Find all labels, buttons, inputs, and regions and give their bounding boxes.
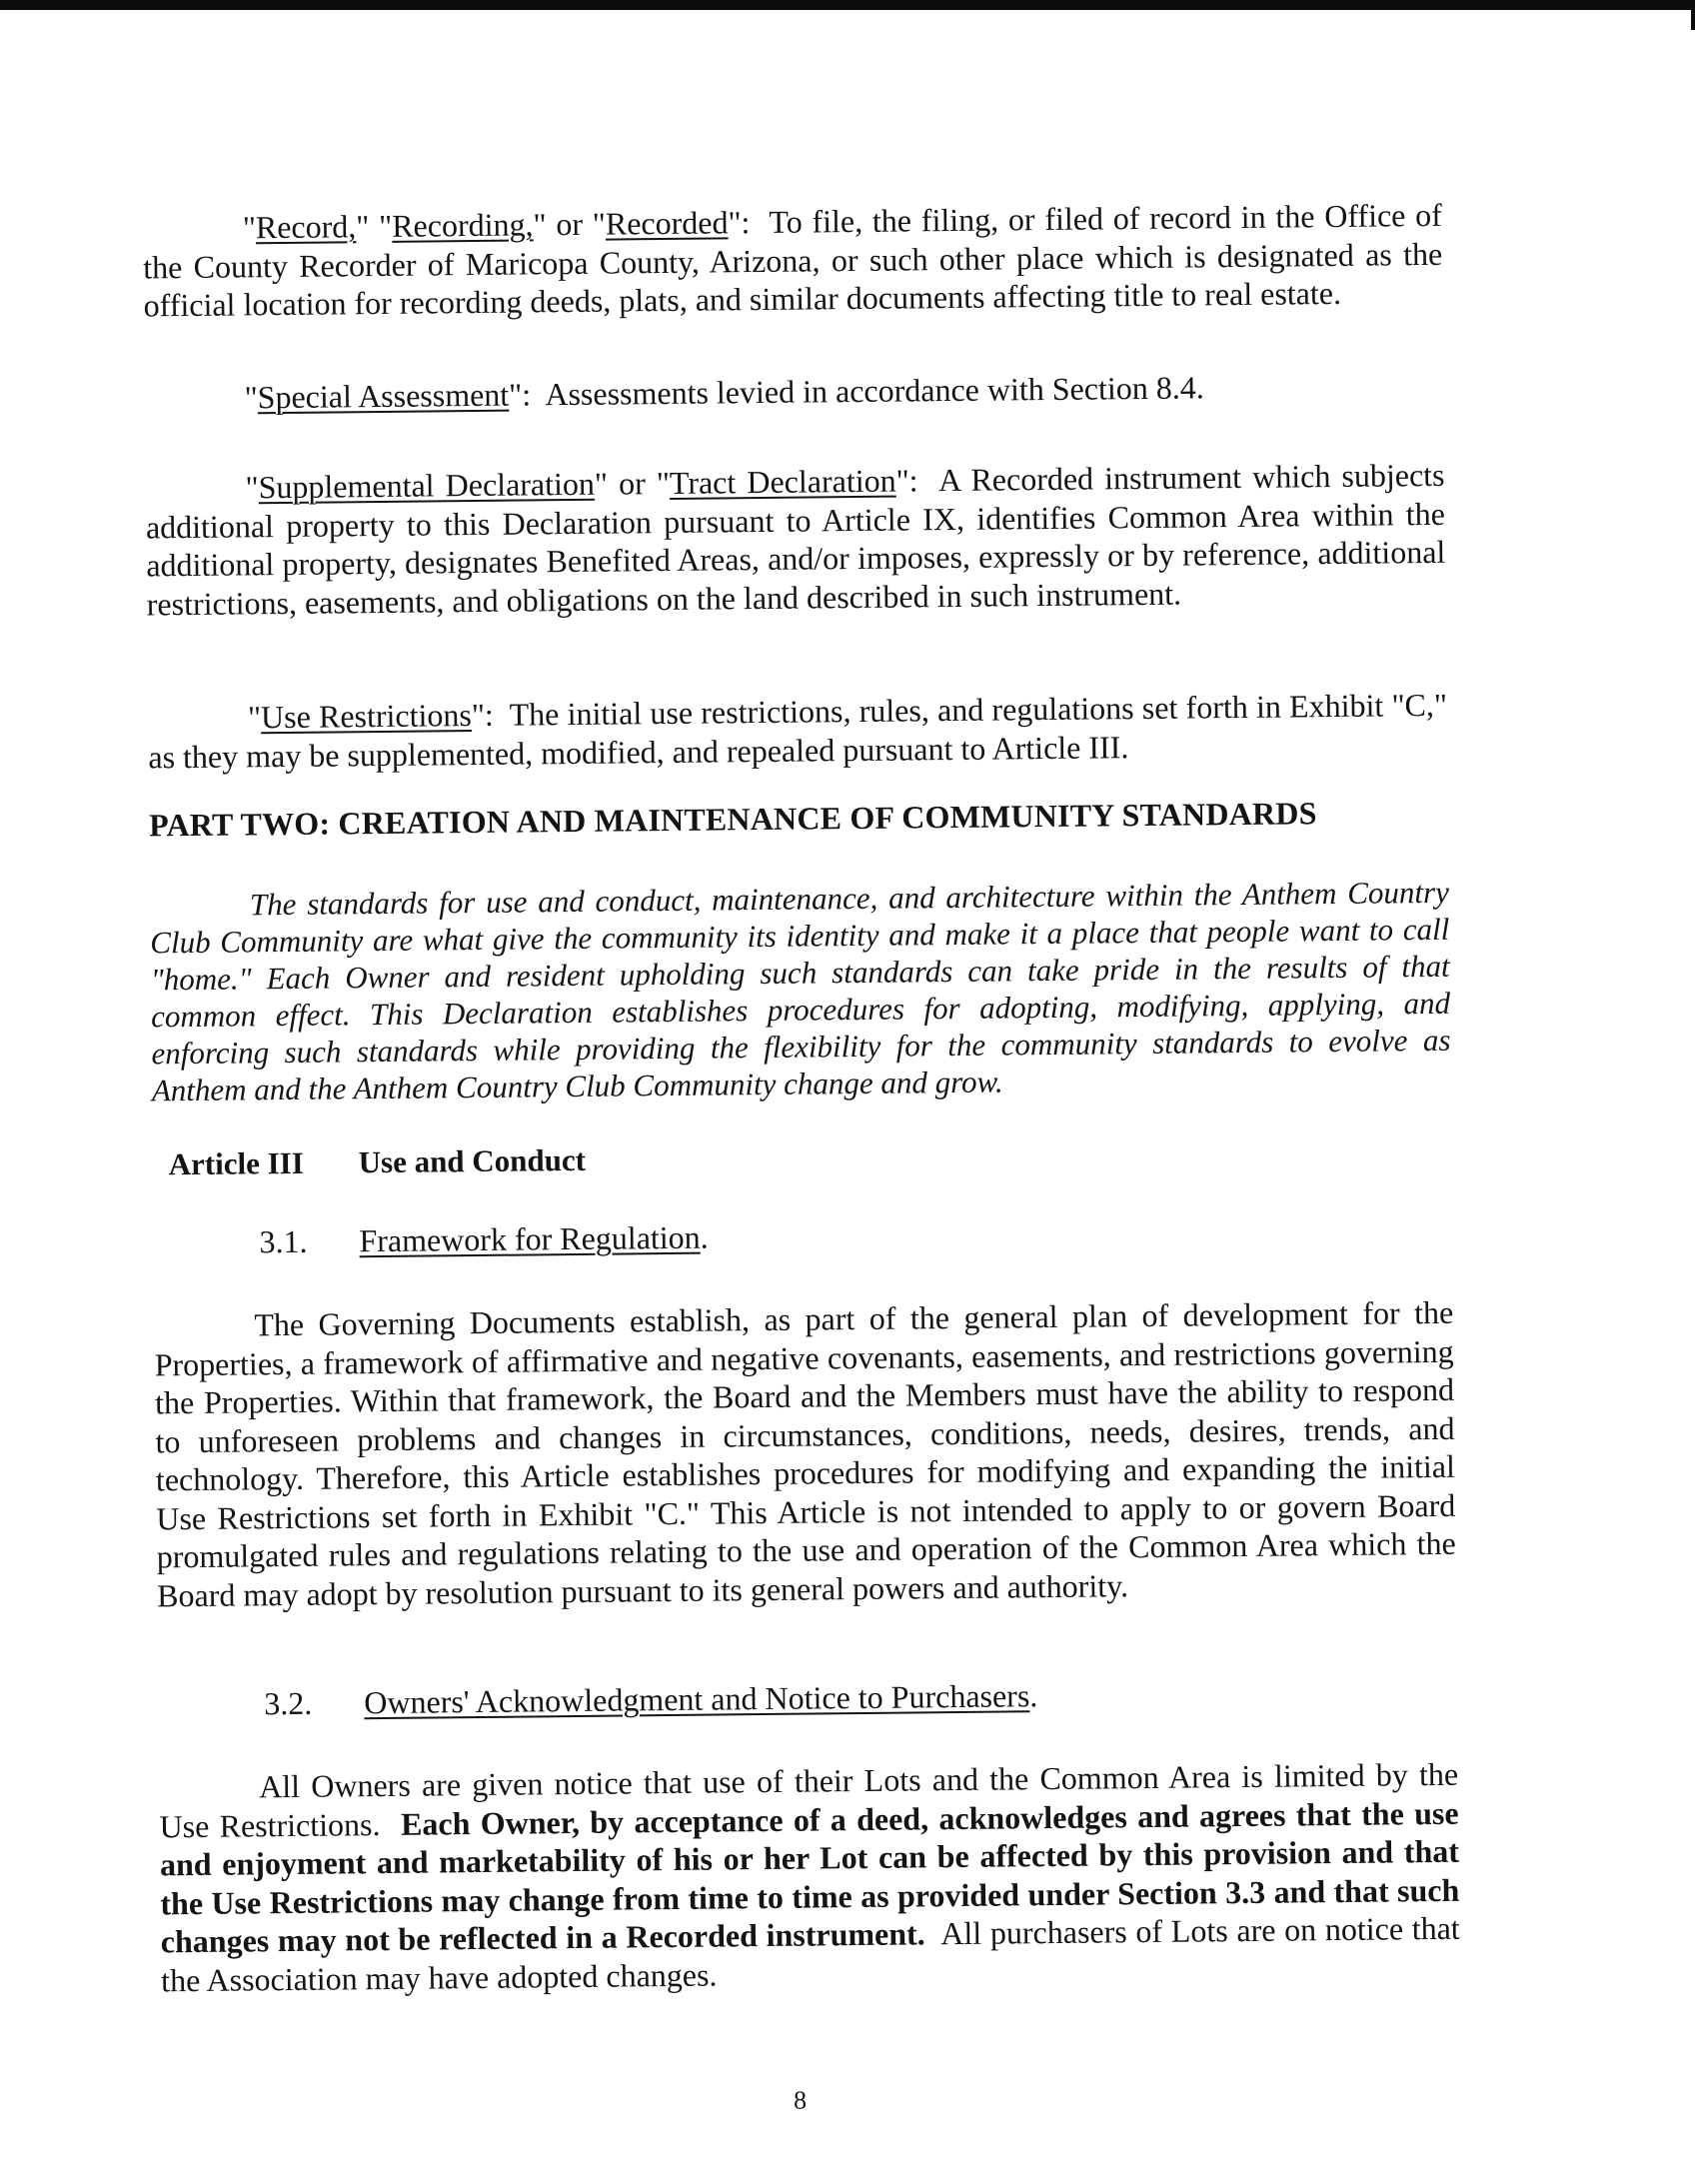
definition-record-body: To file, the filing, or filed of record in the Office of the County Recorder of Maricopa County, Arizona, or such other place which is designated as the official location for recording deeds, plats, and similar documents affecting title to real estate. [143, 196, 1443, 324]
part-two-heading: PART TWO: CREATION AND MAINTENANCE OF COMMUNITY STANDARDS [148, 795, 1317, 844]
section-3-2-body [159, 1755, 1460, 2000]
page-number: 8 [793, 2085, 808, 2115]
section-3-2-number: 3.2. [264, 1684, 313, 1722]
part-two-intro [150, 874, 1451, 1109]
term-tract-declaration: Tract Declaration [669, 462, 896, 501]
definition-supplemental-body: A Recorded instrument which subjects additional property to this Declaration pursuant to Article IX, identifies Common Area within the additional property, designates Benefited Areas, and/or imposes, expressly or by reference, additional restrictions, easements, and obligations on the land described in such instrument. [145, 456, 1446, 622]
section-3-2-heading: 3.2. Owners' Acknowledgment and Notice to Purchasers. [264, 1677, 1038, 1722]
section-3-2-text-start: All Owners are given notice that use of their Lots and the Common Area is limited by the Use Restrictions. [159, 1755, 1459, 1844]
section-3-1-body [154, 1293, 1456, 1615]
section-3-2-text-end: All purchasers of Lots are on notice that the Association may have adopted changes. [160, 1909, 1460, 1998]
definition-supplemental-declaration: "Supplemental Declaration" or "Tract Declaration": A Recorded instrument which subjects additional property to this Declaration pursuant to Article IX, identifies Common Area within the additional property, designates Benefited Areas, and/or imposes, expressly or by reference, additional restrictions, easements, and obligations on the land described in such instrument. [145, 456, 1446, 622]
term-supplemental-declaration: Supplemental Declaration [258, 465, 596, 506]
term-recording: Recording, [392, 206, 534, 244]
definition-special-body: Assessments levied in accordance with Section 8.4. [545, 369, 1204, 413]
definition-use-body: The initial use restrictions, rules, and regulations set forth in Exhibit "C," as they may be supplemented, modified, and repealed pursuant to Article III. [148, 686, 1448, 775]
section-3-2-text-bold: Each Owner, by acceptance of a deed, acknowledges and agrees that the use and enjoyment and marketability of his or her Lot can be affected by this provision and that the Use Restrictions may change from time to time as provided under Section 3.3 and that such changes may not be reflected in a Recorded instrument. [159, 1794, 1460, 1960]
section-3-1-text: The Governing Documents establish, as part of the general plan of development for the Properties, a framework of affirmative and negative covenants, easements, and restrictions governing the Properties. Within that framework, the Board and the Members must have the ability to respond to unforeseen problems and changes in circumstances, conditions, needs, desires, trends, and technology. Therefore, this Article establishes procedures for modifying and expanding the initial Use Restrictions set forth in Exhibit "C." This Article is not intended to apply to or govern Board promulgated rules and regulations relating to the use and operation of the Common Area which the Board may adopt by resolution pursuant to its general powers and authority. [154, 1293, 1456, 1613]
section-3-1-heading: 3.1. Framework for Regulation. [259, 1218, 709, 1260]
definition-record: "Record," "Recording," or "Recorded": To file, the filing, or filed of record in the Office of the County Recorder of Maricopa County, Arizona, or such other place which is designated as the official location for recording deeds, plats, and similar documents affecting title to real estate. [143, 196, 1443, 324]
section-3-1-title: Framework for Regulation [359, 1218, 701, 1259]
term-recorded: Recorded [605, 204, 729, 242]
definition-special-assessment: "Special Assessment": Assessments levied in accordance with Section 8.4. [244, 369, 1204, 416]
section-3-2-title: Owners' Acknowledgment and Notice to Purchasers [364, 1677, 1030, 1721]
part-two-intro-text: The standards for use and conduct, maintenance, and architecture within the Anthem Country Club Community are what give the community its identity and make it a place that people want to call "home." Each Owner and resident upholding such standards can take pride in the results of that common effect. This Declaration establishes procedures for adopting, modifying, applying, and enforcing such standards while providing the flexibility for the community standards to evolve as Anthem and the Anthem Country Club Community change and grow. [150, 874, 1451, 1108]
section-3-1-number: 3.1. [259, 1222, 308, 1260]
article-title: Use and Conduct [358, 1141, 587, 1180]
article-number: Article III [168, 1144, 304, 1182]
definition-use-restrictions: "Use Restrictions": The initial use restrictions, rules, and regulations set forth in Exhibit "C," as they may be supplemented, modified, and repealed pursuant to Article III. [148, 686, 1448, 775]
article-heading [168, 1142, 586, 1182]
term-use-restrictions: Use Restrictions [260, 697, 473, 736]
term-record: Record, [255, 208, 357, 246]
scan-right-edge [1691, 0, 1695, 30]
term-special-assessment: Special Assessment [257, 376, 510, 416]
